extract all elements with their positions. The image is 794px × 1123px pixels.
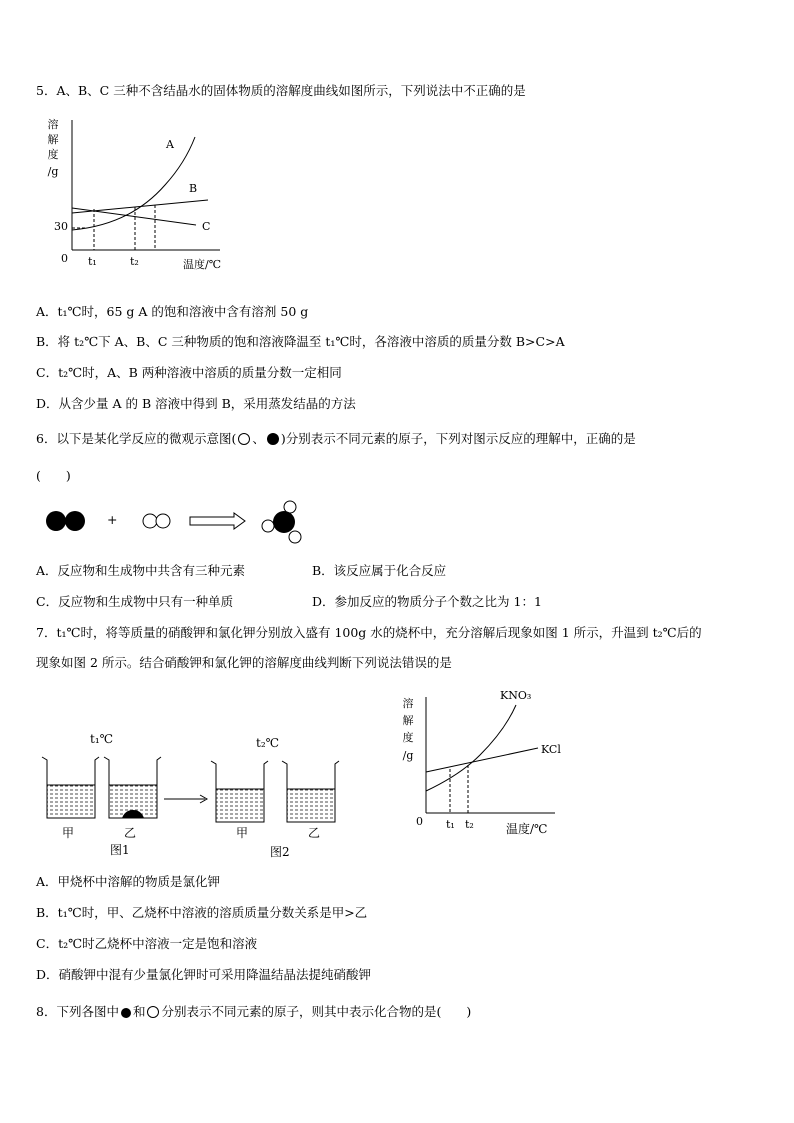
q7-ylabel-3: 度 (402, 731, 414, 744)
q7-xlabel: 温度/℃ (506, 822, 548, 836)
q7-option-c: C．t₂℃时乙烧杯中溶液一定是饱和溶液 (36, 936, 258, 951)
q6-option-c: C．反应物和生成物中只有一种单质 (36, 594, 234, 609)
open-atom-icon (147, 1006, 159, 1018)
q5-origin: 0 (61, 252, 68, 265)
q6-option-d: D．参加反应的物质分子个数之比为 1：1 (312, 594, 542, 609)
q7-fig1-caption: 图1 (110, 843, 130, 857)
q5-ylabel-3: 度 (47, 148, 59, 161)
q5-ylabel-4: /g (47, 165, 59, 178)
q5-x-tick-t2: t₂ (130, 255, 139, 268)
q7-fig1-temp: t₁℃ (90, 732, 114, 746)
q8-stem-and: 和 (132, 1004, 146, 1019)
q7-stem-line-1: 7．t₁℃时，将等质量的硝酸钾和氯化钾分别放入盛有 100g 水的烧杯中，充分溶解后现象如图 1 所示，升温到 t₂℃后的 (36, 625, 702, 640)
q5-curve-label-c: C (202, 220, 211, 233)
q8-stem-part-b: 分别表示不同元素的原子，则其中表示化合物的是( ) (161, 1004, 472, 1019)
q7-x-tick-t2: t₂ (465, 818, 474, 831)
q7-beaker-label-yi-1: 乙 (124, 826, 137, 840)
q7-beaker-label-jia-2: 甲 (236, 826, 249, 840)
q7-ylabel-4: /g (402, 749, 414, 762)
filled-atom-icon (121, 1008, 131, 1018)
q7-curve-label-kno3: KNO₃ (500, 689, 532, 702)
q5-option-d: D．从含少量 A 的 B 溶液中得到 B，采用蒸发结晶的方法 (36, 396, 356, 411)
q6-option-b: B．该反应属于化合反应 (312, 563, 447, 578)
q5-curve-label-b: B (189, 182, 198, 195)
q7-ylabel-2: 解 (402, 714, 414, 727)
q6-plus-sign: + (107, 512, 118, 527)
q7-beaker-label-yi-2: 乙 (308, 826, 321, 840)
q6-answer-paren: ( ) (36, 468, 71, 483)
q7-option-a: A．甲烧杯中溶解的物质是氯化钾 (36, 874, 221, 889)
q7-curve-kno3 (426, 705, 516, 791)
q7-ylabel-1: 溶 (402, 697, 414, 710)
q6-stem-sep: 、 (252, 431, 265, 446)
q7-origin: 0 (416, 815, 423, 828)
q7-option-b: B．t₁℃时，甲、乙烧杯中溶液的溶质质量分数关系是甲>乙 (36, 905, 368, 920)
q6-option-a: A．反应物和生成物中共含有三种元素 (36, 563, 246, 578)
q5-option-b: B．将 t₂℃下 A、B、C 三种物质的饱和溶液降温至 t₁℃时，各溶液中溶质的质量分数 B>C>A (36, 334, 565, 349)
q5-curve-label-a: A (166, 138, 174, 151)
q8-stem (36, 1004, 471, 1020)
q5-y-tick-30: 30 (54, 220, 68, 233)
q6-stem-part-b: )分别表示不同元素的原子，下列对图示反应的理解中，正确的是 (280, 431, 636, 446)
q7-curve-label-kcl: KCl (541, 743, 561, 756)
q7-beaker-label-jia-1: 甲 (62, 826, 75, 840)
q5-xlabel: 温度/℃ (183, 258, 222, 271)
q7-stem-line-2: 现象如图 2 所示。结合硝酸钾和氯化钾的溶解度曲线判断下列说法错误的是 (36, 655, 452, 670)
q5-x-tick-t1: t₁ (88, 255, 97, 268)
q5-ylabel-1: 溶 (47, 118, 59, 131)
q7-x-tick-t1: t₁ (446, 818, 455, 831)
q5-ylabel-2: 解 (47, 133, 59, 146)
q7-curve-kcl (426, 748, 538, 772)
q5-stem: 5．A、B、C 三种不含结晶水的固体物质的溶解度曲线如图所示，下列说法中不正确的是 (36, 83, 526, 98)
q8-stem-part-a: 8．下列各图中 (36, 1004, 119, 1019)
q7-fig2-caption: 图2 (270, 845, 290, 859)
q7-fig2-temp: t₂℃ (256, 736, 280, 750)
q5-option-c: C．t₂℃时，A、B 两种溶液中溶质的质量分数一定相同 (36, 365, 342, 380)
q5-option-a: A．t₁℃时，65 g A 的饱和溶液中含有溶剂 50 g (36, 304, 309, 319)
q7-option-d: D．硝酸钾中混有少量氯化钾时可采用降温结晶法提纯硝酸钾 (36, 967, 372, 982)
q6-stem-part-a: 6．以下是某化学反应的微观示意图( (36, 431, 237, 446)
